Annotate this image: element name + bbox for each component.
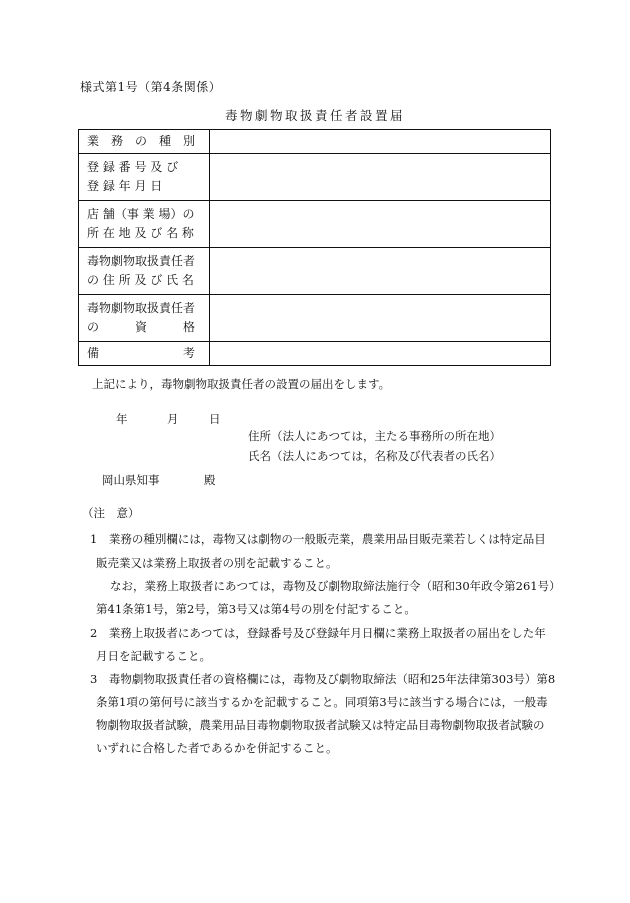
label-manager-qualification bbox=[79, 294, 210, 341]
note-line: 販売業又は業務上取扱者の別を記載すること。 bbox=[96, 556, 338, 570]
note-line: なお，業務上取扱者にあつては，毒物及び劇物取締法施行令（昭和30年政令第261号） bbox=[110, 579, 561, 593]
label-line: 毒物劇物取扱責任者 bbox=[87, 253, 196, 268]
note-line: 月日を記載すること。 bbox=[96, 649, 211, 663]
label-registration-number bbox=[79, 154, 210, 201]
name-label: 氏名（法人にあつては，名称及び代表者の氏名） bbox=[248, 449, 501, 463]
label-line: 登 録 年 月 日 bbox=[87, 179, 163, 194]
notes-heading: （注 意） bbox=[82, 506, 140, 520]
field-remarks[interactable] bbox=[210, 341, 551, 365]
label-line: 登 録 番 号 及 び bbox=[87, 160, 179, 175]
note-line: 2 業務上取扱者にあつては，登録番号及び登録年月日欄に業務上取扱者の届出をした年 bbox=[90, 626, 546, 640]
registration-table bbox=[78, 129, 551, 366]
note-line: 物劇物取扱者試験，農業用品目毒物劇物取扱者試験又は特定品目毒物劇物取扱者試験の bbox=[96, 718, 545, 732]
label-line: 備 考 bbox=[87, 345, 196, 360]
date-year: 年 bbox=[116, 412, 128, 426]
field-business-type[interactable] bbox=[210, 130, 551, 154]
field-manager-qualification[interactable] bbox=[210, 294, 551, 341]
note-line: 1 業務の種別欄には，毒物又は劇物の一般販売業，農業用品目販売業若しくは特定品目 bbox=[90, 532, 546, 546]
field-manager-address[interactable] bbox=[210, 247, 551, 294]
note-line: いずれに合格した者であるかを併記すること。 bbox=[96, 741, 338, 755]
note-line: 3 毒物劇物取扱責任者の資格欄には，毒物及び劇物取締法（昭和25年法律第303号）第8 bbox=[90, 672, 556, 686]
date-month: 月 bbox=[167, 412, 179, 426]
table-row bbox=[79, 247, 551, 294]
date-day: 日 bbox=[209, 412, 221, 426]
table-row bbox=[79, 201, 551, 248]
label-line: 毒物劇物取扱責任者 bbox=[87, 300, 196, 315]
table-row bbox=[79, 341, 551, 365]
field-store-location[interactable] bbox=[210, 201, 551, 248]
label-line: の 住 所 及 び 氏 名 bbox=[87, 272, 194, 287]
table-row bbox=[79, 130, 551, 154]
label-line: 業 務 の 種 別 bbox=[87, 134, 196, 149]
label-remarks bbox=[79, 341, 210, 365]
label-line: の 資 格 bbox=[87, 319, 196, 334]
label-business-type bbox=[79, 130, 210, 154]
table-row bbox=[79, 154, 551, 201]
declaration-statement: 上記により，毒物劇物取扱責任者の設置の届出をします。 bbox=[92, 377, 391, 391]
form-number: 様式第1号（第4条関係） bbox=[80, 80, 222, 94]
document-title: 毒物劇物取扱責任者設置届 bbox=[224, 108, 405, 123]
address-label: 住所（法人にあつては，主たる事務所の所在地） bbox=[248, 429, 501, 443]
date-line bbox=[116, 411, 221, 427]
label-manager-address bbox=[79, 247, 210, 294]
recipient-name: 岡山県知事 bbox=[102, 473, 160, 487]
recipient bbox=[102, 472, 216, 488]
field-registration-number[interactable] bbox=[210, 154, 551, 201]
label-line: 店 舗（事 業 場）の bbox=[87, 207, 195, 221]
recipient-honorific: 殿 bbox=[204, 473, 216, 487]
table-row bbox=[79, 294, 551, 341]
label-line: 所 在 地 及 び 名 称 bbox=[87, 226, 194, 240]
note-line: 条第1項の第何号に該当するかを記載すること。同項第3号に該当する場合には，一般毒 bbox=[96, 695, 548, 709]
note-line: 第41条第1号，第2号，第3号又は第4号の別を付記すること。 bbox=[96, 602, 416, 616]
label-store-location bbox=[79, 201, 210, 248]
